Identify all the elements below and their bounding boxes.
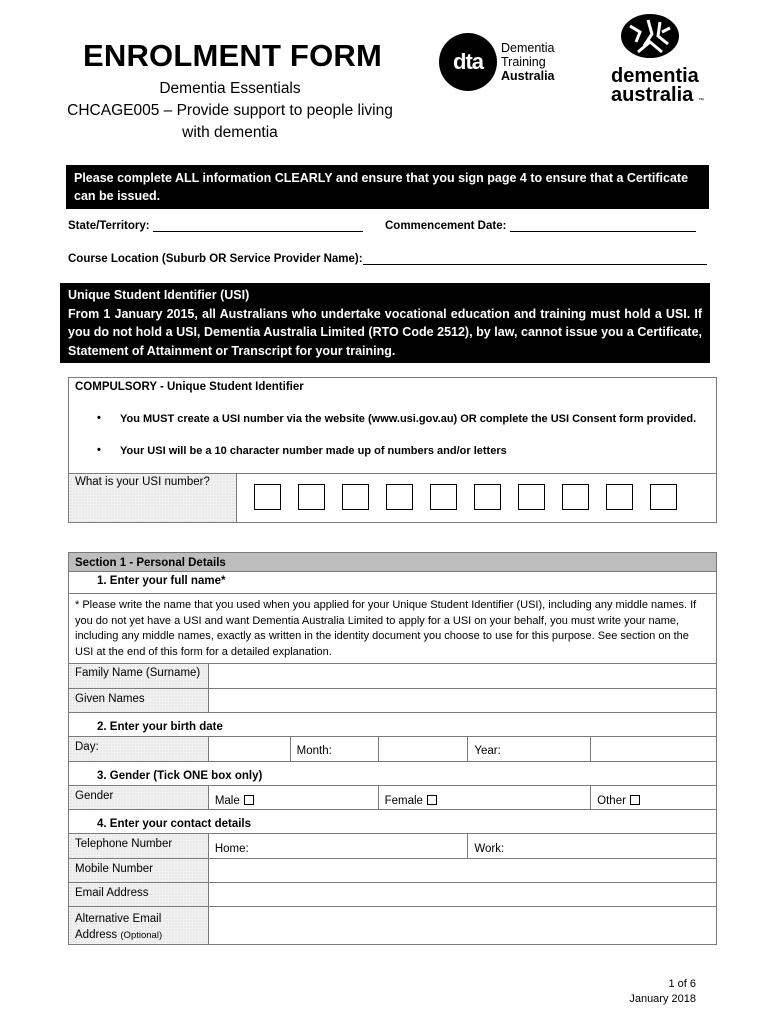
usi-box-1[interactable] xyxy=(254,484,281,510)
alt-email-line-1: Alternative Email xyxy=(75,913,162,925)
other-checkbox[interactable] xyxy=(630,795,640,805)
footer-date: January 2018 xyxy=(629,993,696,1005)
other-label: Other xyxy=(597,795,626,807)
dta-logo-line-2: Training xyxy=(501,55,546,69)
usi-bullet-1: You MUST create a USI number via the website (www.usi.gov.au) OR complete the USI Consent form provided. xyxy=(120,413,697,425)
q1-full-name: 1. Enter your full name* xyxy=(69,572,717,594)
year-input[interactable] xyxy=(591,737,717,762)
given-names-label: Given Names xyxy=(69,689,209,713)
location-field[interactable] xyxy=(68,252,707,265)
work-phone-input[interactable] xyxy=(468,834,717,859)
female-label: Female xyxy=(384,795,423,807)
da-logo-line-2: australia xyxy=(611,84,694,106)
given-names-input[interactable] xyxy=(208,689,716,713)
telephone-label: Telephone Number xyxy=(69,834,209,859)
mobile-label: Mobile Number xyxy=(69,859,209,883)
email-input[interactable] xyxy=(208,883,716,907)
usi-box-6[interactable] xyxy=(474,484,501,510)
usi-box-3[interactable] xyxy=(342,484,369,510)
month-input[interactable] xyxy=(378,737,468,762)
subtitle-line-3: with dementia xyxy=(182,124,278,141)
section-1-heading: Section 1 - Personal Details xyxy=(69,553,717,572)
male-option[interactable] xyxy=(208,786,378,810)
da-logo-tm: ™ xyxy=(698,98,704,104)
other-option[interactable] xyxy=(591,786,717,810)
usi-box-10[interactable] xyxy=(650,484,677,510)
sign-notice: Please complete ALL information CLEARLY and ensure that you sign page 4 to ensure that a Certificate can be issued. xyxy=(66,165,709,209)
dta-logo-line-3: Australia xyxy=(501,69,555,83)
day-input[interactable] xyxy=(208,737,290,762)
subtitle-line-2: CHCAGE005 – Provide support to people living xyxy=(67,102,393,119)
subtitle-line-1: Dementia Essentials xyxy=(159,80,301,97)
usi-boxes xyxy=(237,474,717,523)
email-label: Email Address xyxy=(69,883,209,907)
mobile-input[interactable] xyxy=(208,859,716,883)
bullet-2: • xyxy=(97,444,101,456)
location-label: Course Location (Suburb OR Service Provider Name): xyxy=(68,253,363,265)
female-option[interactable] xyxy=(378,786,591,810)
form-title: ENROLMENT FORM xyxy=(83,38,382,73)
bullet-1: • xyxy=(97,412,101,424)
usi-info-band xyxy=(60,283,710,363)
male-checkbox[interactable] xyxy=(244,795,254,805)
home-phone-input[interactable] xyxy=(208,834,468,859)
usi-table xyxy=(68,377,717,523)
usi-box-7[interactable] xyxy=(518,484,545,510)
work-label: Work: xyxy=(474,843,505,855)
commencement-label: Commencement Date: xyxy=(385,220,507,232)
usi-table-heading: COMPULSORY - Unique Student Identifier xyxy=(75,381,304,393)
usi-box-2[interactable] xyxy=(298,484,325,510)
usi-band-body: From 1 January 2015, all Australians who undertake vocational education and training must hold a USI. If you do not hold a USI, Dementia Australia Limited (RTO Code 2512), by law, cannot issue you a Certificate, Statement of Attainment or Transcript for your training. xyxy=(68,306,702,358)
female-checkbox[interactable] xyxy=(427,795,437,805)
q2-birth-date: 2. Enter your birth date xyxy=(69,713,717,737)
state-line[interactable] xyxy=(153,219,363,232)
gender-label: Gender xyxy=(69,786,209,810)
dta-logo xyxy=(439,33,569,93)
usi-box-4[interactable] xyxy=(386,484,413,510)
male-label: Male xyxy=(214,795,240,807)
alt-email-input[interactable] xyxy=(208,907,716,945)
usi-box-5[interactable] xyxy=(430,484,457,510)
name-note: * Please write the name that you used when you applied for your Unique Student Identifier (USI), including any middle names. If you do not yet have a USI and want Dementia Australia Limited to apply for a USI on your behalf, you must write your name, including any middle names, exactly as written in the identity document you choose to use for this purpose. See section on the USI at the end of this form for a detailed explanation. xyxy=(69,594,717,664)
usi-bullet-2: Your USI will be a 10 character number made up of numbers and/or letters xyxy=(120,445,507,457)
usi-box-8[interactable] xyxy=(562,484,589,510)
month-label: Month: xyxy=(290,737,378,762)
home-label: Home: xyxy=(214,843,249,855)
dementia-australia-logo xyxy=(606,12,716,107)
day-label: Day: xyxy=(69,737,209,762)
usi-question: What is your USI number? xyxy=(69,474,237,523)
q3-gender: 3. Gender (Tick ONE box only) xyxy=(69,762,717,786)
alt-email-label xyxy=(69,907,209,945)
family-name-label: Family Name (Surname) xyxy=(69,664,209,689)
usi-table-info-cell xyxy=(69,378,717,474)
dta-logo-line-1: Dementia xyxy=(501,41,555,55)
commencement-field[interactable] xyxy=(385,219,696,232)
dta-logo-mark: dta xyxy=(439,33,497,91)
usi-box-9[interactable] xyxy=(606,484,633,510)
year-label: Year: xyxy=(468,737,591,762)
personal-details-table xyxy=(68,552,717,945)
alt-email-line-2: Address xyxy=(75,929,118,941)
state-label: State/Territory: xyxy=(68,220,150,232)
da-logo-line-1: dementia xyxy=(611,65,699,87)
usi-band-heading: Unique Student Identifier (USI) xyxy=(68,288,250,302)
family-name-input[interactable] xyxy=(208,664,716,689)
brain-icon xyxy=(618,12,682,62)
commencement-line[interactable] xyxy=(510,219,696,232)
q4-contact: 4. Enter your contact details xyxy=(69,810,717,834)
optional-tag: (Optional) xyxy=(120,930,163,941)
page-number: 1 of 6 xyxy=(668,978,696,990)
course-subtitle xyxy=(40,78,420,144)
location-line[interactable] xyxy=(363,252,707,265)
state-field[interactable] xyxy=(68,219,363,232)
